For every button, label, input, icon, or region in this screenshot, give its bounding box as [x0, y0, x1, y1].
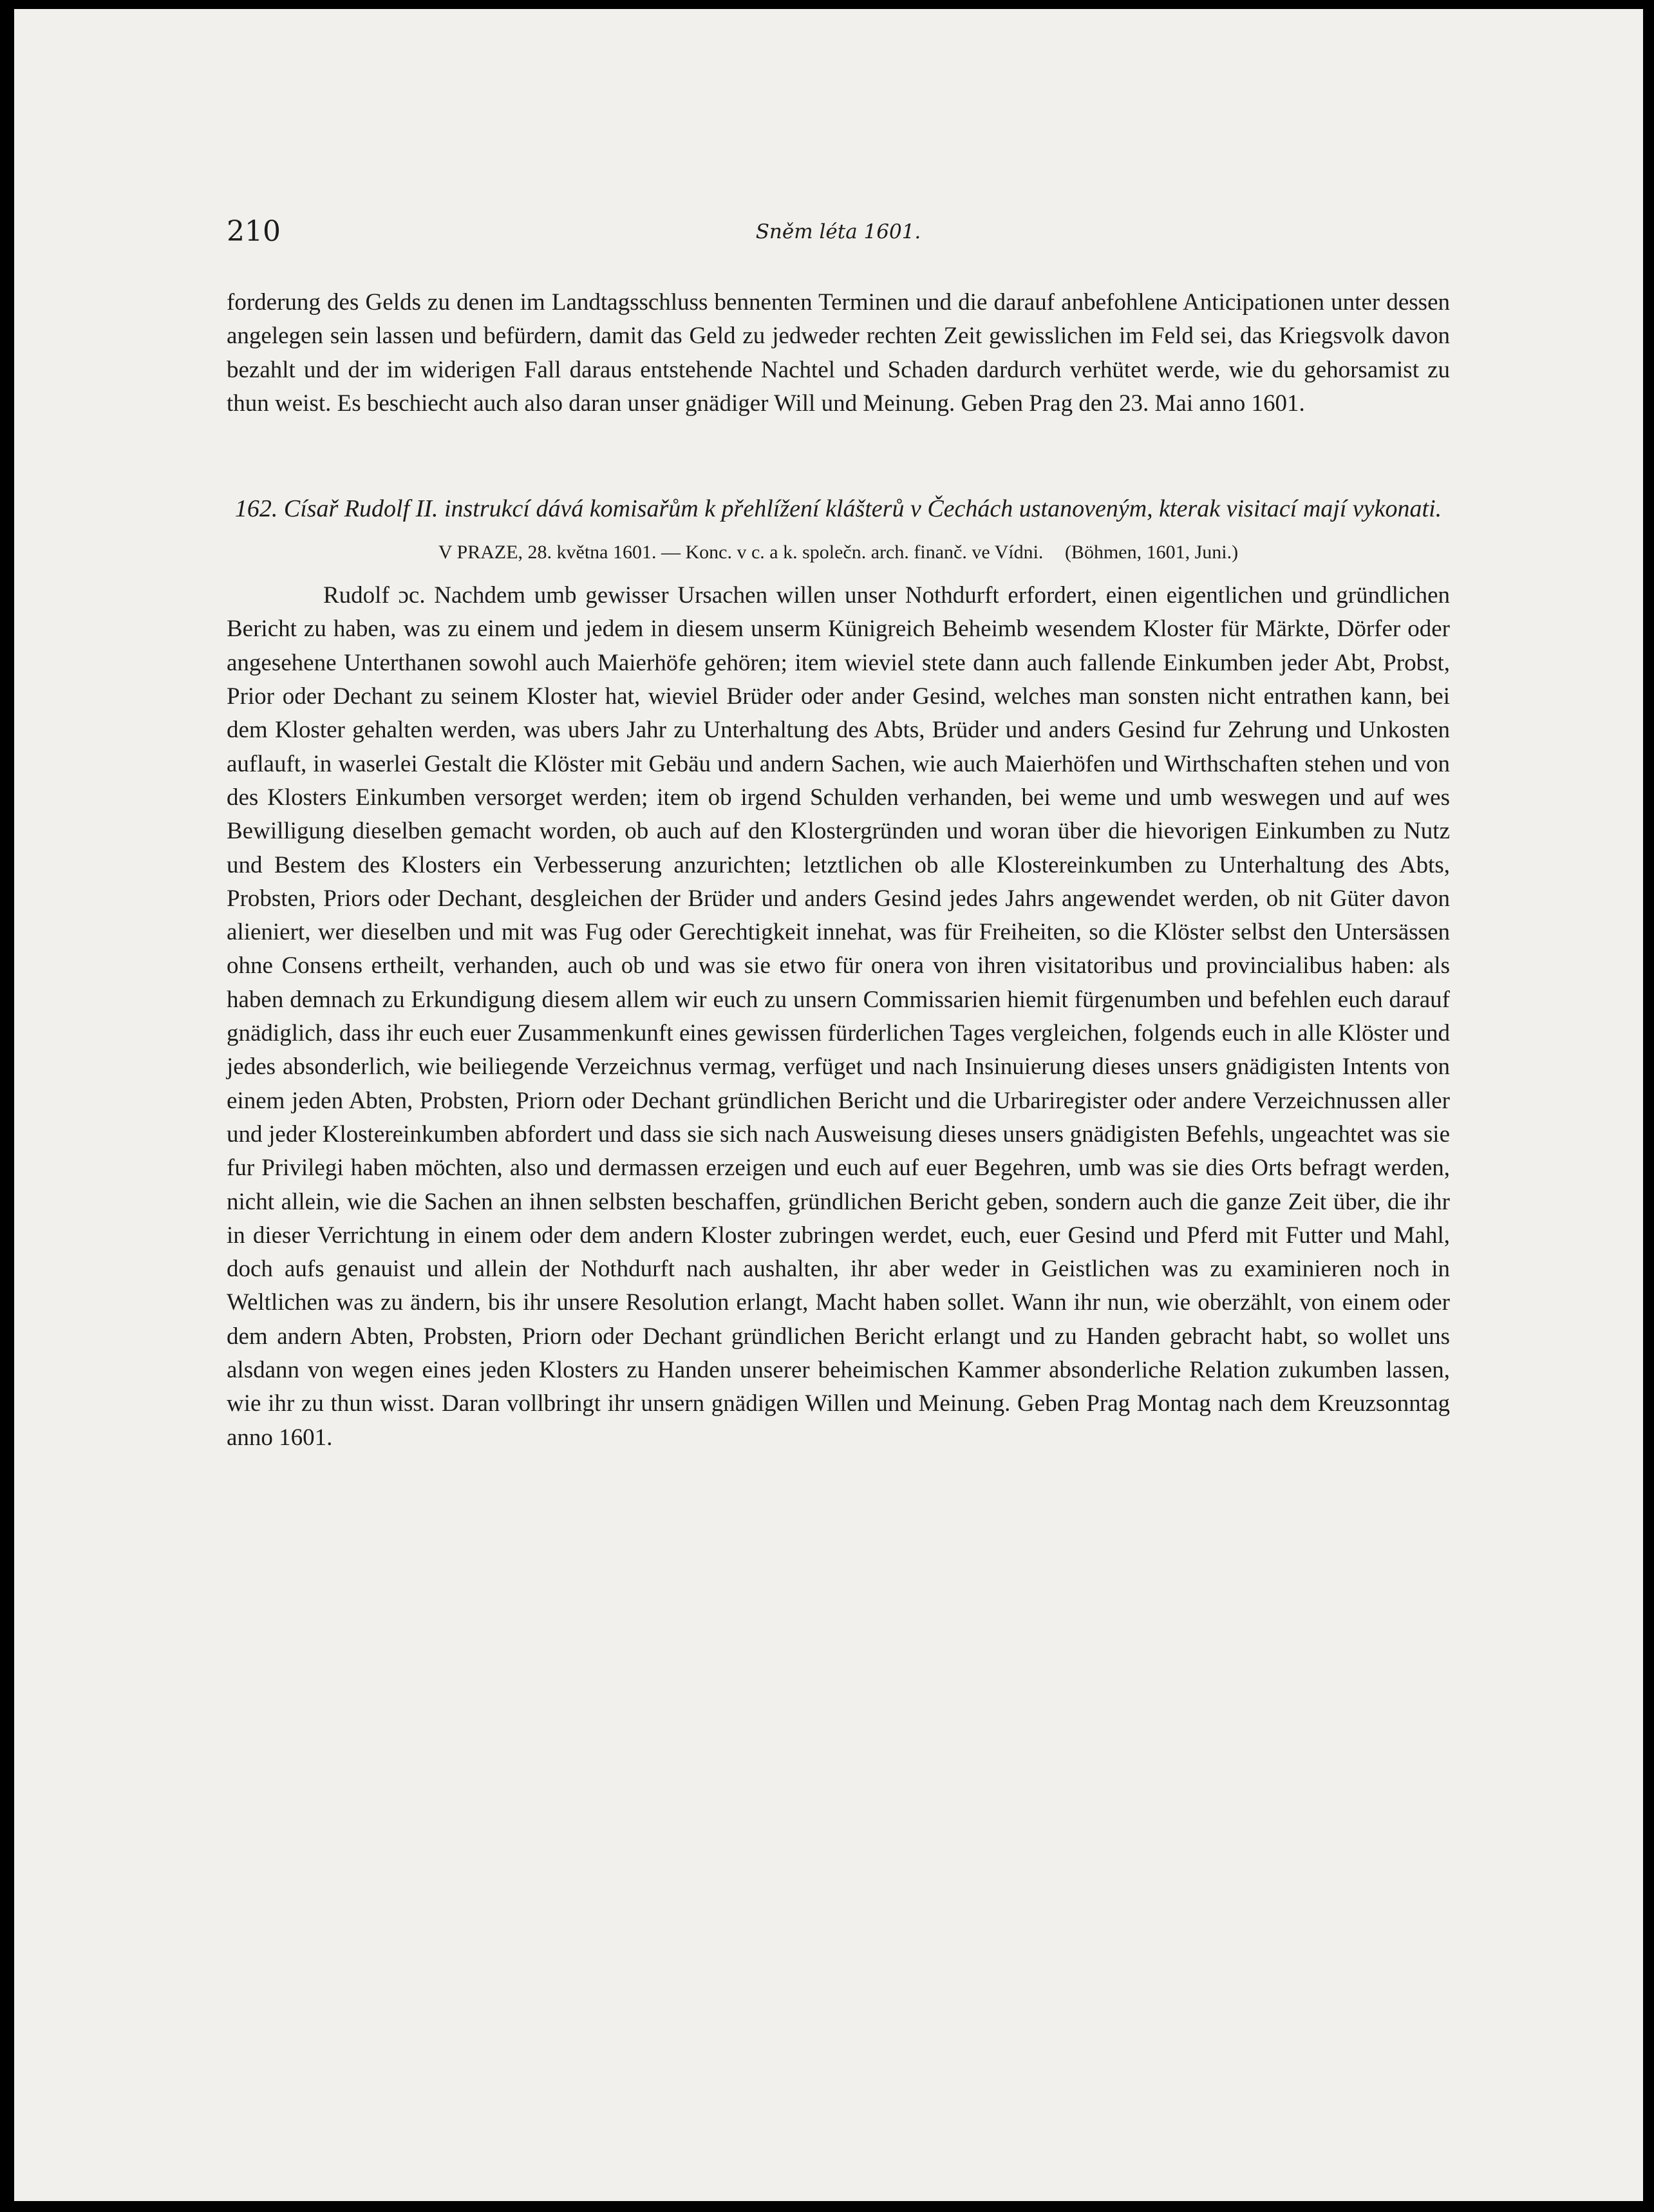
running-title: Sněm léta 1601.	[755, 220, 921, 243]
archive-reference: (Böhmen, 1601, Juni.)	[1064, 542, 1239, 563]
document-body: Rudolf ɔc. Nachdem umb gewisser Ursachen willen unser Nothdurft erfordert, einen eigentlichen und gründlichen Bericht zu haben, was zu einem und jedem in diesem unserm Künigreich Beheimb wesendem Kloster für Märkte, Dörfer oder angesehene Unterthanen sowohl auch Maierhöfe gehören; item wieviel stete dann auch fallende Einkumben jeder Abt, Probst, Prior oder Dechant zu seinem Kloster hat, wieviel Brüder oder ander Gesind, welches man sonsten nicht entrathen kann, bei dem Kloster gehalten werden, was ubers Jahr zu Unterhaltung des Abts, Brüder und anders Gesind fur Zehrung und Unkosten auflauft, in waserlei Gestalt die Klöster mit Gebäu und andern Sachen, wie auch Maierhöfen und Wirthschaften stehen und von des Klosters Einkumben versorget werden; item ob irgend Schulden verhanden, bei weme und umb weswegen und auf wes Bewilligung dieselben gemacht worden, ob auch auf den Klostergründen und woran über die hievorigen Einkumben zu Nutz und Bestem des Klosters ein Verbesserung anzurichten; letztlichen ob alle Klostereinkumben zu Unterhaltung des Abts, Probsten, Priors oder Dechant, desgleichen der Brüder und anders Gesind jedes Jahrs angewendet werden, ob nit Güter davon alieniert, wer dieselben und mit was Fug oder Gerechtigkeit innehat, was für Freiheiten, so die Klöster selbst den Untersässen ohne Consens ertheilt, verhanden, auch ob und was sie etwo für onera von ihren visitatoribus und provincialibus haben: als haben demnach zu Erkundigung diesem allem wir euch zu unsern Commissarien hiemit fürgenumben und befehlen euch darauf gnädiglich, dass ihr euch euer Zusammenkunft eines gewissen fürderlichen Tages vergleichen, folgends euch in alle Klöster und jedes absonderlich, wie beiliegende Verzeichnus vermag, verfüget und nach Insinuierung dieses unsers gnädigisten Intents von einem jeden Abten, Probsten, Priorn oder Dechant gründlichen Bericht und die Urbariregister oder andere Verzeichnussen aller und jeder Klostereinkumben abfordert und dass sie sich nach Ausweisung dieses unsers gnädigisten Befehls, ungeachtet was sie fur Privilegi haben möchten, also und dermassen erzeigen und euch auf euer Begehren, umb was sie dies Orts befragt werden, nicht allein, wie die Sachen an ihnen selbsten beschaffen, gründlichen Bericht geben, sondern auch die ganze Zeit über, die ihr in dieser Verrichtung in einem oder dem andern Kloster zubringen werdet, euch, euer Gesind und Pferd mit Futter und Mahl, doch aufs genauist und allein der Nothdurft nach aushalten, ihr aber weder in Geistlichen was zu examinieren noch in Weltlichen was zu ändern, bis ihr unsere Resolution erlangt, Macht haben sollet. Wann ihr nun, wie oberzählt, von einem oder dem andern Abten, Probsten, Priorn oder Dechant gründlichen Bericht erlangt und zu Handen gebracht habt, so wollet uns alsdann von wegen eines jeden Klosters zu Handen unserer beheimischen Kammer absonderliche Relation zukumben lassen, wie ihr zu thun wisst. Daran vollbringt ihr unsern gnädigen Willen und Meinung. Geben Prag Montag nach dem Kreuzsonntag anno 1601.	[227, 582, 1450, 1451]
document-heading	[227, 491, 1450, 526]
source-line: V PRAZE, 28. května 1601. — Konc. v c. a k. společn. arch. finanč. ve Vídni.	[438, 542, 1044, 563]
page-content	[227, 215, 1450, 1455]
document-source	[227, 538, 1450, 567]
document-number: 162.	[234, 495, 278, 523]
running-head	[227, 215, 1450, 260]
scanned-page	[14, 9, 1643, 2201]
page-number: 210	[227, 215, 281, 248]
document-title: Císař Rudolf II. instrukcí dává komisařům k přehlížení klášterů v Čechách ustanoveným, kterak visitací mají vykonati.	[283, 495, 1442, 523]
continuation-paragraph: forderung des Gelds zu denen im Landtagsschluss bennenten Terminen und die darauf anbefohlene Anticipationen unter dessen angelegen sein lassen und befürdern, damit das Geld zu jedweder rechten Zeit gewisslichen im Feld sei, das Kriegsvolk davon bezahlt und der im widerigen Fall daraus entstehende Nachtel und Schaden dardurch verhütet werde, wie du gehorsamist zu thun weist. Es beschiecht auch also daran unser gnädiger Will und Meinung. Geben Prag den 23. Mai anno 1601.	[227, 289, 1450, 417]
